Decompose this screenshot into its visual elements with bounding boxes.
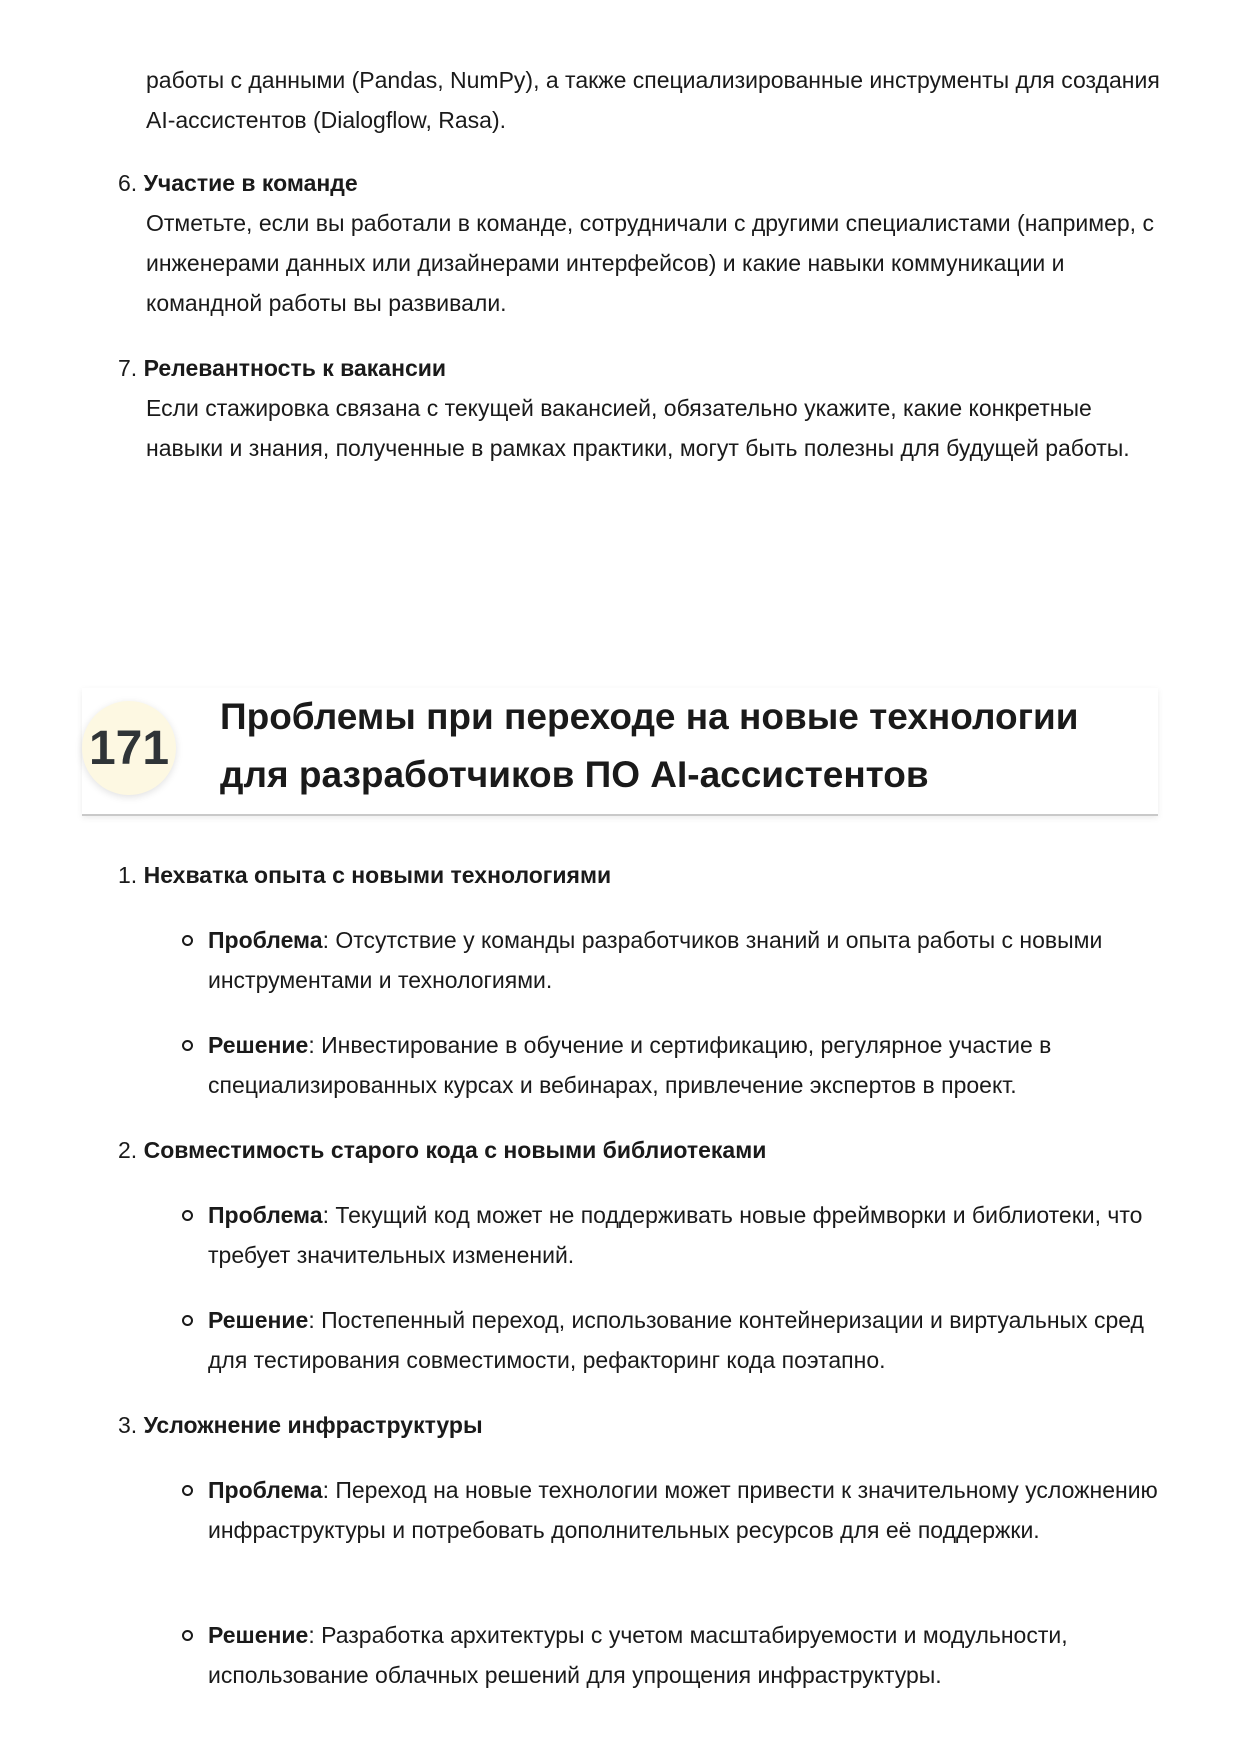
problem-heading [118, 855, 611, 895]
solution-text: : Разработка архитектуры с учетом масштабируемости и модульности, использование облачных решений для упрощения инфраструктуры. [208, 1622, 1068, 1688]
list-item-text: Если стажировка связана с текущей вакансией, обязательно укажите, какие конкретные навыки и знания, полученные в рамках практики, могут быть полезны для будущей работы. [146, 395, 1130, 461]
solution-label: Решение [208, 1622, 309, 1648]
problem-bullet [208, 1195, 1158, 1275]
section-title [220, 688, 1150, 804]
circle-bullet-icon [182, 1630, 193, 1641]
problem-title: Нехватка опыта с новыми технологиями [143, 862, 612, 888]
circle-bullet-icon [182, 1315, 193, 1326]
solution-text: : Постепенный переход, использование контейнеризации и виртуальных сред для тестирования совместимости, рефакторинг кода поэтапно. [208, 1307, 1144, 1373]
section-title-line1: Проблемы при переходе на новые технологии [220, 696, 1079, 737]
solution-label: Решение [208, 1307, 309, 1333]
problem-label: Проблема [208, 1477, 323, 1503]
problem-title: Совместимость старого кода с новыми библиотеками [143, 1137, 767, 1163]
problem-bullet [208, 1470, 1158, 1550]
problem-text: : Переход на новые технологии может привести к значительному усложнению инфраструктуры и потребовать дополнительных ресурсов для её поддержки. [208, 1477, 1158, 1543]
list-item-heading [118, 348, 446, 388]
solution-text: : Инвестирование в обучение и сертификацию, регулярное участие в специализированных курсах и вебинарах, привлечение экспертов в проект. [208, 1032, 1052, 1098]
problem-label: Проблема [208, 927, 323, 953]
circle-bullet-icon [182, 935, 193, 946]
problem-number: 3. [118, 1412, 138, 1438]
intro-continuation: работы с данными (Pandas, NumPy), а также специализированные инструменты для создания AI-ассистентов (Dialogflow, Rasa). [146, 67, 1160, 133]
problem-label: Проблема [208, 1202, 323, 1228]
solution-label: Решение [208, 1032, 309, 1058]
circle-bullet-icon [182, 1210, 193, 1221]
circle-bullet-icon [182, 1040, 193, 1051]
solution-bullet [208, 1300, 1158, 1380]
list-item-text: Отметьте, если вы работали в команде, сотрудничали с другими специалистами (например, с инженерами данных или дизайнерами интерфейсов) и какие навыки коммуникации и командной работы вы развивали. [146, 210, 1154, 316]
section-number-badge: 171 [82, 701, 176, 795]
section-title-line2: для разработчиков ПО AI-ассистентов [220, 754, 929, 795]
problem-bullet [208, 920, 1158, 1000]
solution-bullet [208, 1025, 1158, 1105]
list-item-number: 6. [118, 170, 138, 196]
problem-number: 2. [118, 1137, 138, 1163]
problem-heading [118, 1130, 766, 1170]
list-item-title: Релевантность к вакансии [143, 355, 447, 381]
circle-bullet-icon [182, 1485, 193, 1496]
problem-number: 1. [118, 862, 138, 888]
problem-heading [118, 1405, 483, 1445]
problem-title: Усложнение инфраструктуры [143, 1412, 483, 1438]
problem-text: : Текущий код может не поддерживать новые фреймворки и библиотеки, что требует значительных изменений. [208, 1202, 1143, 1268]
list-item-number: 7. [118, 355, 138, 381]
problem-text: : Отсутствие у команды разработчиков знаний и опыта работы с новыми инструментами и технологиями. [208, 927, 1103, 993]
section-header [82, 688, 1158, 816]
list-item-title: Участие в команде [143, 170, 358, 196]
list-item-heading [118, 163, 358, 203]
solution-bullet [208, 1615, 1158, 1695]
